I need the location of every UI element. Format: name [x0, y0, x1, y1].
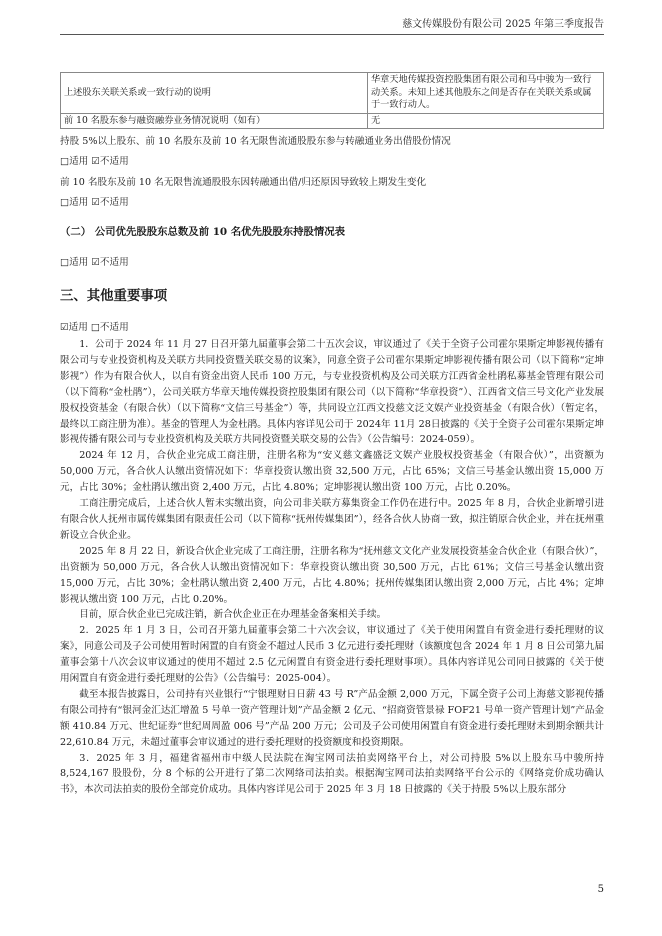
paragraph: 工商注册完成后，上述合伙人暂未实缴出资，向公司非关联方募集资金工作仍在进行中。2025 年 8 月，合伙企业新增引进有限合伙人抚州市属传媒集团有限责任公司（以下简称“抚州传媒集团”），经各合伙人协商一致，拟注销原合伙企业，并在抚州重新设立合伙企业。 [60, 498, 604, 541]
header-divider [60, 34, 604, 35]
paragraph: 2025 年 8 月 22 日，新设合伙企业完成了工商注册，注册名称为“抚州慈文文化产业发展投资基金合伙企业（有限合伙）”，出资额为 50,000 万元，各合伙人认缴出资情况如下：华章投资认缴出资 30,500 万元，占比 61%；文信三号基金认缴出资 15,000 万元，占比 30%；金杜鹃认缴出资 2,400 万元，占比 4.80%；抚州传媒集团认缴出资 2,000 万元，占比 4%；定坤影视认缴出资 100 万元，占比 0.20%。 [60, 545, 604, 605]
page-number: 5 [597, 884, 604, 895]
paragraph: 2024 年 12 月，合伙企业完成工商注册，注册名称为“安义慈文鑫盛泛文娱产业股权投资基金（有限合伙）”，出资额为 50,000 万元，各合伙人认缴出资情况如下：华章投资认缴出资 32,500 万元，占比 65%；文信三号基金认缴出资 15,000 万元，占比 30%；金杜鹃认缴出资 2,400 万元，占比 4.80%；定坤影视认缴出资 100 万元，占比 0.20%。 [60, 450, 604, 494]
lending-info-line: 持股 5%以上股东、前 10 名股东及前 10 名无限售流通股股东参与转融通业务出借股份情况 [60, 136, 451, 147]
table-cell-label: 上述股东关联关系或一致行动的说明 [61, 73, 368, 114]
table-cell-label: 前 10 名股东参与融资融券业务情况说明（如有） [61, 113, 368, 129]
table-row [61, 113, 604, 129]
applicable-line: □适用 ☑不适用 [60, 197, 129, 208]
body-text [60, 337, 604, 798]
shareholder-relation-table [60, 72, 604, 129]
paragraph: 3．2025 年 3 月，福建省福州市中级人民法院在淘宝网司法拍卖网络平台上，对公司持股 5%以上股东马中骏所持 8,524,167 股股份，分 8 个标的公开进行了第二次网络司法拍卖。根据淘宝网司法拍卖网络平台公示的《网络竞价成功确认书》，本次司法拍卖的股份全部竞价成功。具体内容详见公司于 2025 年 3 月 18 日披露的《关于持股 5%以上股东部分 [60, 752, 604, 796]
paragraph: 目前，原合伙企业已完成注销，新合伙企业正在办理基金备案相关手续。 [79, 609, 387, 621]
paragraph: 2．2025 年 1 月 3 日，公司召开第九届董事会第二十六次会议，审议通过了《关于使用闲置自有资金进行委托理财的议案》，同意公司及子公司使用暂时闲置的自有资金不超过人民币 3 亿元进行委托理财（该额度包含 2024 年 1 月 8 日公司第九届董事会第十八次会议审议通过的使用不超过 2.5 亿元闲置自有资金进行委托理财事项）。具体内容详见公司同日披露的《关于使用闲置自有资金进行委托理财的公告》（公告编号：2025-004）。 [60, 625, 604, 685]
applicable-line: □适用 ☑不适用 [60, 156, 129, 167]
page-header: 慈文传媒股份有限公司 2025 年第三季度报告 [402, 19, 604, 30]
applicable-line: □适用 ☑不适用 [60, 257, 129, 268]
table-cell-value: 无 [368, 113, 604, 129]
table-row [61, 73, 604, 114]
change-info-line: 前 10 名股东及前 10 名无限售流通股股东因转融通出借/归还原因导致较上期发生变化 [60, 177, 427, 188]
paragraph: 1．公司于 2024 年 11 月 27 日召开第九届董事会第二十五次会议，审议通过了《关于全资子公司霍尔果斯定坤影视传播有限公司与专业投资机构及关联方共同投资暨关联交易的议案》，同意全资子公司霍尔果斯定坤影视传播有限公司（以下简称“定坤影视”）作为有限合伙人，以自有资金出资人民币 100 万元，与专业投资机构及公司关联方江西省金杜鹃私募基金管理有限公司（以下简称“金杜鹃”），公司关联方华章天地传媒投资控股集团有限公司（以下简称“华章投资”）、江西省文信三号文化产业发展股权投资基金（有限合伙）（以下简称“文信三号基金”）等，共同设立江西文投慈文泛文娱产业投资基金（有限合伙）（暂定名，最终以工商注册为准）。基金的管理人为金杜鹃。具体内容详见公司于 2024年 11月 28日披露的《关于全资子公司霍尔果斯定坤影视传播有限公司与专业投资机构及关联方共同投资暨关联交易的公告》（公告编号：2024-059）。 [60, 339, 604, 446]
section-heading-other-matters: 三、其他重要事项 [60, 288, 168, 304]
table-cell-value: 华章天地传媒投资控股集团有限公司和马中骏为一致行动关系。未知上述其他股东之间是否存在关联关系或属于一致行动人。 [368, 73, 604, 114]
paragraph: 截至本报告披露日，公司持有兴业银行“宁银理财日日薪 43 号 R”产品金额 2,000 万元，下属全资子公司上海慈文影视传播有限公司持有“银河金汇达汇增盈 5 号单一资产管理计划”产品金额 2 亿元、“招商资管景禄 FOF21 号单一资产管理计划”产品金额 410.84 万元、世纪证券“世纪周周盈 006 号”产品 200 万元；公司及子公司使用闲置自有资金进行委托理财未到期余额共计 22,610.84 万元，未超过董事会审议通过的进行委托理财的投资额度和投资期限。 [60, 688, 605, 748]
applicable-line: ☑适用 □不适用 [60, 322, 129, 333]
section-heading-preferred-shares: （二） 公司优先股股东总数及前 10 名优先股股东持股情况表 [60, 226, 346, 238]
